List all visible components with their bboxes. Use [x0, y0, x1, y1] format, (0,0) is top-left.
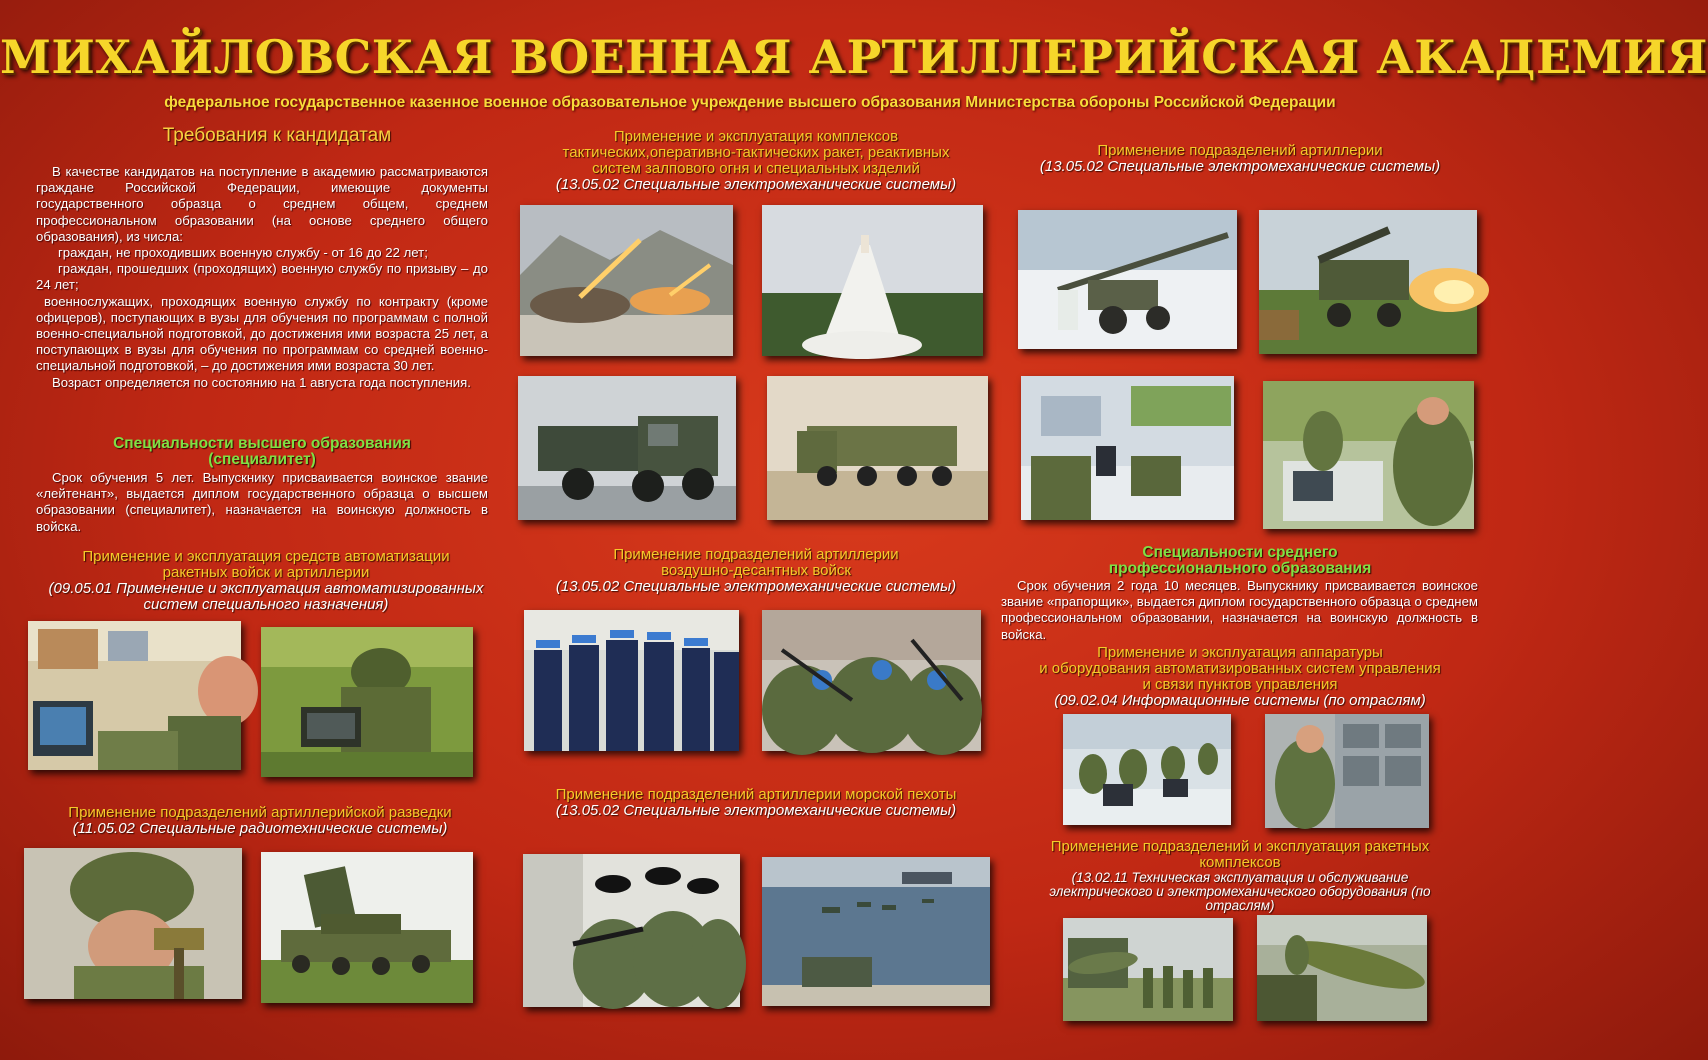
photo-mlrs-truck — [518, 376, 736, 520]
requirements-text — [36, 164, 488, 391]
photo-paratroopers-parade — [524, 610, 739, 751]
page-subtitle: федеральное государственное казенное военное образовательное учреждение высшего образования Министерства обороны Российской Федерации — [164, 94, 1336, 111]
section-tactical-heading: Применение и эксплуатация комплексов тактических,оперативно-тактических ракет, реактивных систем залпового огня и специальных изделий (13.05.02 Специальные электромеханические системы) — [555, 128, 957, 193]
secondary-ed-text: Срок обучения 2 года 10 месяцев. Выпускнику присваивается воинское звание «прапорщик», выдается диплом государственного образца о среднем профессиональном образовании, назначается на воинскую должность в войска. — [1001, 578, 1478, 642]
section-automation-heading: Применение и эксплуатация средств автоматизации ракетных войск и артиллерии (09.05.01 Применение и эксплуатация автоматизированных систем специального назначения) — [48, 548, 484, 613]
requirements-age-note: Возраст определяется по состоянию на 1 августа года поступления. — [52, 374, 471, 390]
photo-radio-equipment — [1265, 714, 1429, 828]
section-airborne-heading: Применение подразделений артиллерии воздушно-десантных войск (13.05.02 Специальные электромеханические системы) — [555, 546, 957, 595]
photo-simulator-room — [1021, 376, 1234, 520]
photo-paratroopers-rifles — [762, 610, 981, 751]
section-missile-heading: Применение подразделений и эксплуатация ракетных комплексов (13.02.11 Техническая эксплуатация и обслуживание электрического и электромеханического оборудования (по отраслям) — [1049, 838, 1431, 913]
photo-computer-class — [1063, 714, 1231, 825]
photo-missile-launch — [762, 205, 983, 356]
higher-ed-heading: Специальности высшего образования (специалитет) — [113, 435, 411, 468]
photo-missile-crew — [1063, 918, 1233, 1021]
photo-amphibious-vehicles — [762, 857, 990, 1006]
section-comms-heading: Применение и эксплуатация аппаратуры и оборудования автоматизированных систем управления и связи пунктов управления (09.02.04 Информационные системы (по отраслям) — [1039, 644, 1441, 709]
photo-observer-rangefinder — [24, 848, 242, 999]
photo-missile-loading — [1257, 915, 1427, 1021]
photo-field-laptop — [261, 627, 473, 777]
photo-iskander-truck — [767, 376, 988, 520]
section-marines-heading: Применение подразделений артиллерии морской пехоты (13.05.02 Специальные электромеханические системы) — [555, 786, 957, 819]
requirements-item-contract: военнослужащих, проходящих военную службу по контракту (кроме офицеров), поступающих в вузы для обучения по программам с полной военно-специальной подготовкой, до достижения ими возраста 25 лет, а поступающих в вузы для обучения по программам со средней военно-специальной подготовкой, – до достижения ими возраста 30 лет. — [36, 293, 488, 374]
requirements-intro: В качестве кандидатов на поступление в академию рассматриваются граждане Российской Федерации, имеющие документы государственного образца о среднем общем, среднем профессиональном образовании (на основе среднего общего образования), из числа: — [36, 164, 488, 244]
higher-ed-text: Срок обучения 5 лет. Выпускнику присваивается воинское звание «лейтенант», выдается диплом государственного образца о высшем образовании (специалитет), назначается на воинскую должность в войска. — [36, 470, 488, 534]
requirements-item-civilians: граждан, не проходивших военную службу - от 16 до 22 лет; — [58, 245, 428, 261]
section-artillery-heading: Применение подразделений артиллерии (13.05.02 Специальные электромеханические системы) — [1039, 142, 1441, 175]
photo-mlrs-launch — [520, 205, 733, 356]
requirements-heading: Требования к кандидатам — [162, 125, 392, 146]
requirements-item-conscripts: граждан, прошедших (проходящих) военную службу по призыву – до 24 лет; — [36, 261, 488, 293]
secondary-ed-heading: Специальности среднего профессионального образования — [1108, 544, 1372, 577]
photo-grad-fire — [1259, 210, 1477, 354]
photo-command-post — [1263, 381, 1474, 529]
photo-howitzer-snow — [1018, 210, 1237, 349]
photo-computer-operator — [28, 621, 241, 770]
section-recon-heading: Применение подразделений артиллерийской разведки (11.05.02 Специальные радиотехнические системы) — [68, 804, 452, 837]
page-title: МИХАЙЛОВСКАЯ ВОЕННАЯ АРТИЛЛЕРИЙСКАЯ АКАДЕМИЯ — [0, 30, 1708, 84]
photo-marines-assault — [523, 854, 740, 1007]
photo-radar-vehicle — [261, 852, 473, 1003]
